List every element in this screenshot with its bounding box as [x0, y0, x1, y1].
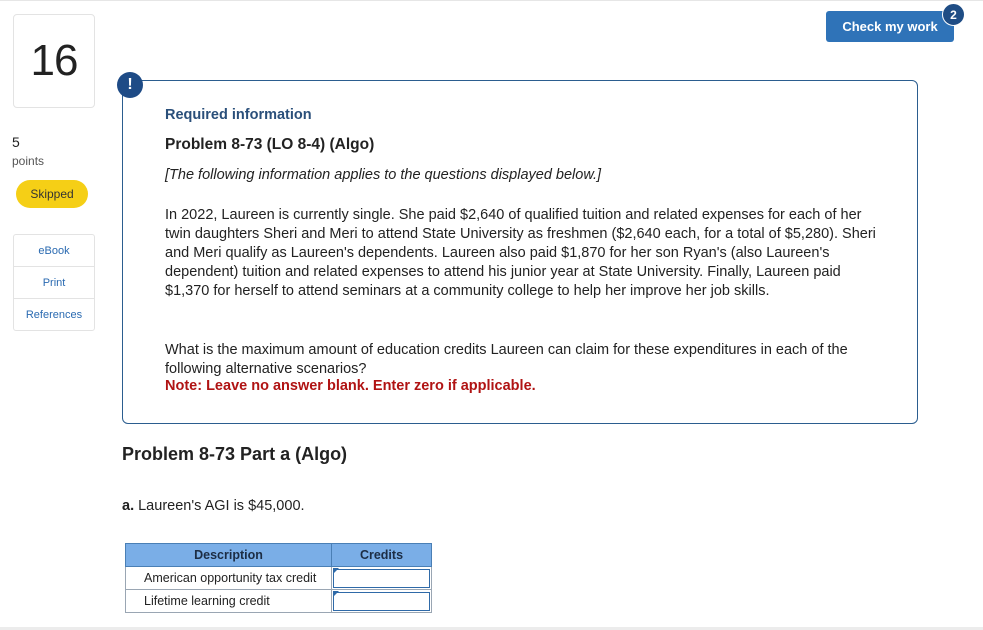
points-label: points — [12, 154, 45, 168]
credits-cell — [332, 567, 432, 590]
scenario-paragraph: In 2022, Laureen is currently single. She paid $2,640 of qualified tuition and related expenses for each of her twin daughters Sheri and Meri to attend State University as freshmen ($2,640 each, for a total of $5,280). Sheri and Meri qualify as Laureen's dependents. Laureen also paid $1,870 for her son Ryan's (also Laureen's dependent) tuition and related expenses to attend his junior year at State University. Finally, Laureen paid $1,370 for herself to attend seminars at a community college to help her improve her job skills. — [165, 207, 876, 299]
part-statement-text: Laureen's AGI is $45,000. — [134, 498, 305, 514]
description-header: Description — [126, 544, 332, 567]
exclamation-icon: ! — [117, 72, 143, 98]
table-header-row — [126, 544, 432, 567]
american-opportunity-credit-input[interactable] — [333, 569, 430, 588]
check-my-work-button[interactable]: Check my work — [826, 11, 954, 42]
points-value: 5 — [12, 134, 20, 150]
answer-note: Note: Leave no answer blank. Enter zero if applicable. — [165, 378, 536, 394]
input-marker-icon — [333, 568, 339, 574]
table-row — [126, 590, 432, 613]
applies-note: [The following information applies to the questions displayed below.] — [165, 167, 602, 183]
resource-links — [13, 234, 95, 331]
part-statement — [122, 498, 305, 514]
top-divider — [0, 0, 983, 1]
required-information-heading: Required information — [165, 107, 312, 123]
row-description: American opportunity tax credit — [126, 567, 332, 590]
credits-cell — [332, 590, 432, 613]
ebook-link[interactable]: eBook — [14, 235, 94, 267]
question-paragraph: What is the maximum amount of education credits Laureen can claim for these expenditures in each of the following alternative scenarios? — [165, 342, 848, 377]
credits-header: Credits — [332, 544, 432, 567]
references-link[interactable]: References — [25, 308, 83, 321]
lifetime-learning-credit-input[interactable] — [333, 592, 430, 611]
problem-title: Problem 8-73 (LO 8-4) (Algo) — [165, 136, 375, 153]
answer-table — [125, 543, 432, 613]
input-marker-icon — [333, 591, 339, 597]
part-title: Problem 8-73 Part a (Algo) — [122, 444, 348, 464]
table-row — [126, 567, 432, 590]
question-number-box — [13, 14, 95, 108]
row-description: Lifetime learning credit — [126, 590, 332, 613]
question-number: 16 — [30, 36, 78, 85]
status-badge: Skipped — [16, 180, 88, 208]
print-link[interactable]: Print — [14, 267, 94, 299]
part-prefix: a. — [122, 498, 135, 514]
attempts-badge: 2 — [942, 3, 965, 26]
